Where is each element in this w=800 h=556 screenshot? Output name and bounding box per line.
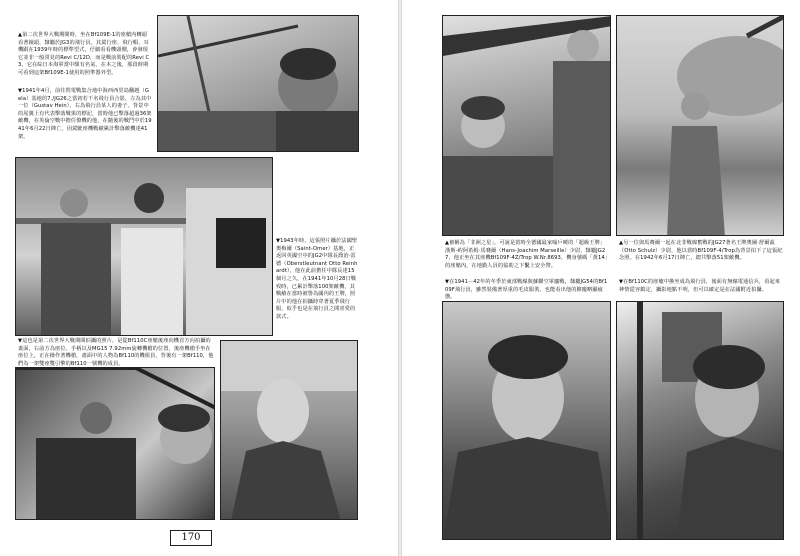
portrait-graphic [221,341,358,520]
cockpit-frame-graphic [158,16,359,152]
caption-3: ▼1943年時，這張照片攝於法國聖奧梅爾（Saint-Omer）基地，正返回英國空中的JG2中隊長喬治·雷德（Oberstleutnant Otto Reinhardt），他在此前擔任中隊長達15個月之久，在1941年10月28日戰歿時，已累計擊落100架敵機，其戰績在當時被譽為國內的王牌，照片中的他在拍攝時穿著夏季飛行服，似乎也是在飛行員之間喜愛的款式。 [276,238,358,320]
caption-8: ▼在Bf110C的座艙中換坐成為飛行員，後面有無線電通信兵，看起來神情從容鎮定，攝影地點不明，但可以確定是在法國附近拍攝。 [619,279,781,293]
caption-6: ▲另一位與馬賽爾一起在北非戰線奮戰的JG27著名王牌奧圖·舒爾茲（Otto Schulz）少尉，他以當時Bf109F-4/Trop為背景拍下了這張紀念照。在1942年6月17日陣亡，總共擊落51架敵機。 [619,240,783,262]
marseille-graphic [443,16,611,236]
photo-marseille-in-cockpit [442,15,611,236]
caption-5: ▲被稱為「非洲之星」，可說是當時全德國最家喻戶曉的「超級王牌」漢斯-約阿希姆·馬賽爾（Hans-Joachim Marseille）少尉，隸屬JG27，他正坐在其座機Bf109F-4Z/Trop W.Nr.8693，機身號碼「黃14」的座艙內，在地勤人員的協助之下繫上安全帶。 [445,240,608,269]
photo-bf110-pilot [616,301,784,540]
caption-7: ▼在1941－42年的冬季於東部戰線與蘇聯空軍鏖戰，隸屬JG54的Bf109F飛行員，雖然裝備著厚重的毛皮服裝，也能看出他的臉龐略顯疲憊。 [445,279,608,301]
photo-pilot-with-woman [15,157,273,336]
schulz-graphic [617,16,784,236]
photo-bf110-rear-cockpit [15,367,215,520]
photo-pilot-in-cockpit [157,15,359,152]
caption-1: ▲第二次世界大戰期間時，坐在Bf109E-1的座艙內轉頭看著鏡頭，隸屬於JG3的飛行員。其駕行座、飛行帽、耳機跟在1939年時的標準型式，仔細看看機頭側，會發現它並非一般常見的Revi C/12D，而是戰前裝配的Revi C3，它在綜日本海軍當中頗有名氣，在本之後，那段時期可看到這架Bf109E-1使用的照準器外型。 [18,32,150,76]
bf110-pilot-graphic [617,302,784,540]
photo-jg54-pilot-portrait [442,301,611,540]
photo-schulz-by-aircraft [616,15,784,236]
caption-4: ▼這也是第二次世界大戰期間拍攝的照片，是從Bf110C座艙後座向機首方向拍攝的畫面，右前方為座位、手柄以及MG15 7.92mm旋轉機槍的位置，後座機槍手坐在座位上，正在操作著機槍，畫面中的人物為Bf110的機組員，背後有一架Bf110，他們為一架雙座雙引擎的Bf110一號機的成員。 [18,338,214,367]
jg54-graphic [443,302,611,540]
photo-ace-portrait [220,340,358,520]
rear-cockpit-graphic [16,368,215,520]
tail-fin-graphic [16,158,273,336]
page-number: 170 [170,530,212,546]
caption-2: ▼1941年4月，前往閃電戰集合地中海西西里島翻越（Gela）基地的7./JG26之當初若干名飛行員合影，左為其中一位（Gustav Hein），右為飛行員某人的妻子。背景中的尾翼上有代表擊落戰果的標記，當時他已擊落超過36架敵機，在英倫空戰中擔任僚機的他，在隨後的戰鬥中於1941年6月22日陣亡，因駕駛座機戰績累計擊落敵機達41架。 [18,88,152,140]
